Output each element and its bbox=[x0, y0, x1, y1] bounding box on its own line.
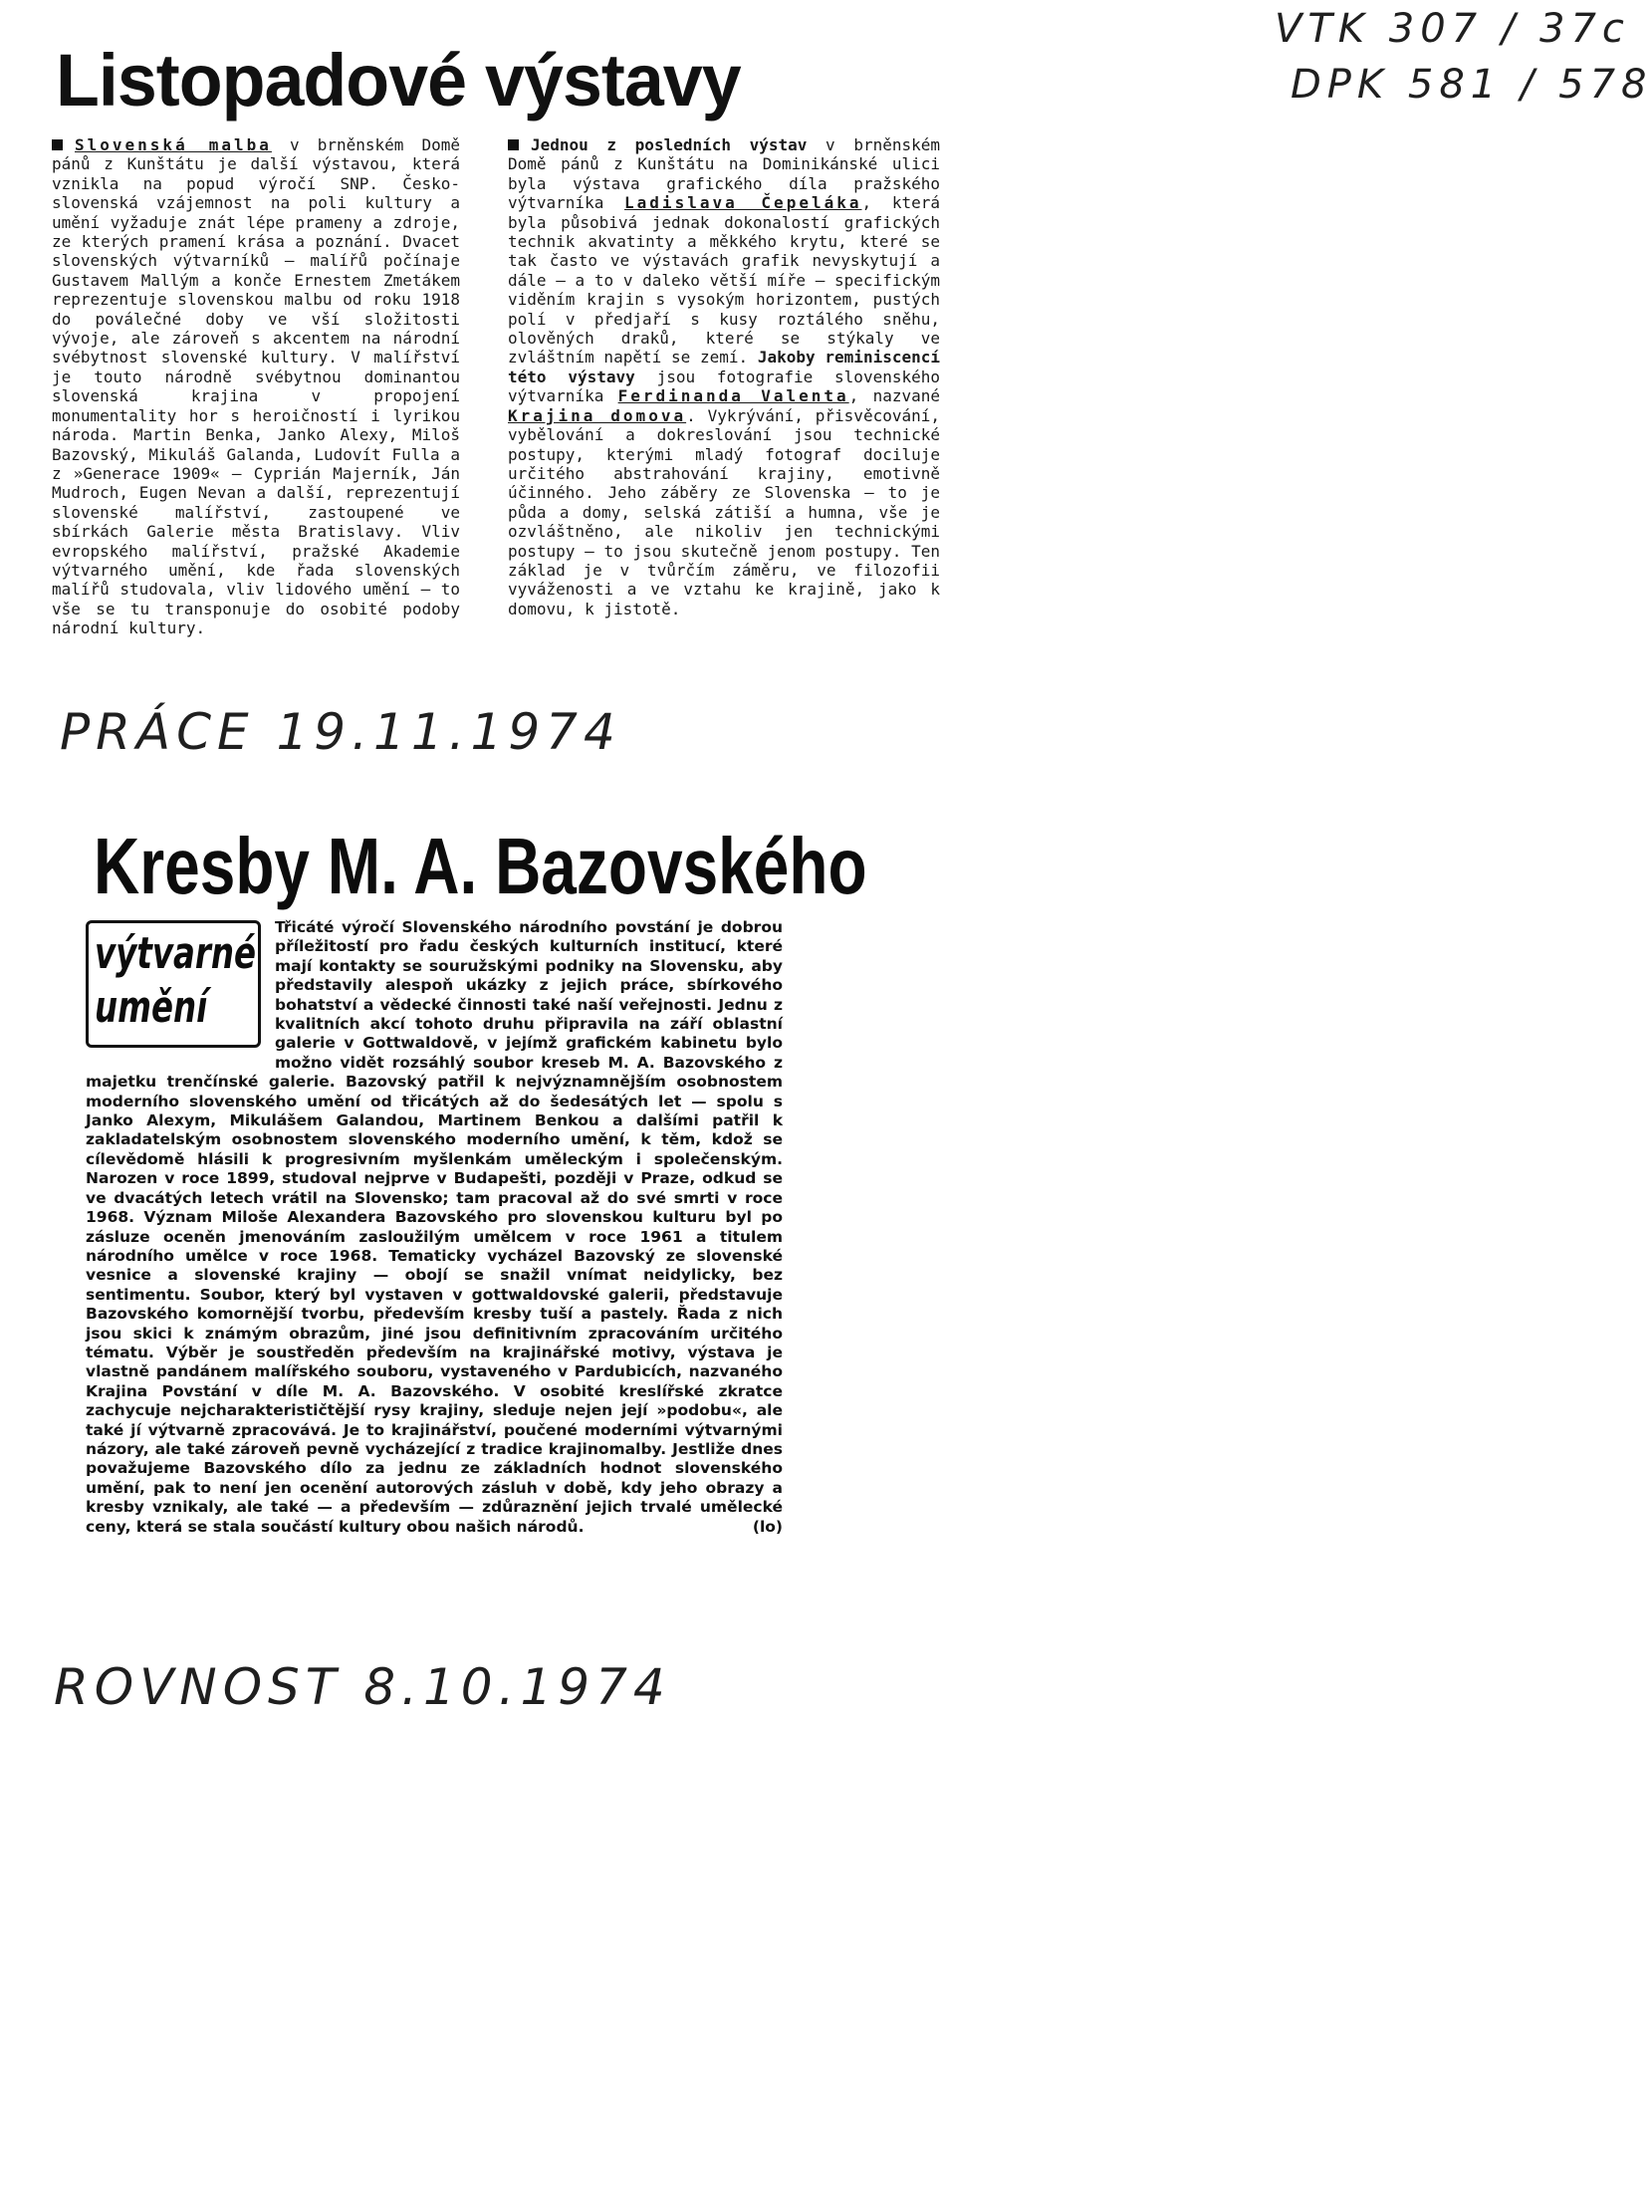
headline-kresby-bazovskeho: Kresby M. A. Bazovského bbox=[94, 822, 867, 910]
lead-slovenska-malba: Slovenská malba bbox=[75, 135, 272, 154]
article1-column-right-paragraph bbox=[508, 135, 940, 618]
logo-word-umeni: umění bbox=[95, 982, 208, 1033]
article1-col2-text-e: . Vykrývání, přisvěcování, vybělování a dokreslování jsou technické postupy, kterými mladý fotograf dociluje určitého abstrahování krajiny, emotivně účinného. Jeho záběry ze Slovenska — to je půda a domy, selská zátiší a humna, vše je ozvláštněno, ale nikoliv jen technickými postupy — to jsou skutečně jenom postupy. Ten základ je v tvůrčím záměru, ve filozofii vyváženosti a ve vztahu ke krajině, jako k domovu, k jistotě. bbox=[508, 405, 941, 618]
bullet-square-icon bbox=[52, 139, 63, 150]
headline-listopadove-vystavy: Listopadové výstavy bbox=[56, 39, 741, 122]
article1-col1-text: v brněnském Domě pánů z Kunštátu je další výstavou, která vznikla na popud výročí SNP. Česko-slovenská vzájemnost na poli kultury a umění vyžaduje znát lépe prameny a zdroje, ze kterých pramení krása a poznání. Dvacet slovenských výtvarníků — malířů počínaje Gustavem Mallým a konče Ernestem Zmetákem reprezentuje slovenskou malbu od roku 1918 do poválečné doby ve vší složitosti vývoje, ale zároveň s akcentem na národní svébytnost slovenské kultury. V malířství je touto národně svébytnou dominantou slovenská krajina v propojení monumentality hor s heroičností i lyrikou národa. Martin Benka, Janko Alexy, Miloš Bazovský, Mikuláš Galanda, Ludovít Fulla a z »Generace 1909« — Cyprián Majerník, Ján Mudroch, Eugen Nevan a další, reprezentují slovenské malířství, zastoupené ve sbírkách Galerie města Bratislavy. Vliv evropského malířství, pražské Akademie výtvarného umění, kde řada slovenských malířů studovala, vliv lidového umění — to vše se tu transponuje do osobité podoby národní kultury. bbox=[52, 135, 460, 638]
clipping-kresby-bazovskeho bbox=[86, 822, 867, 1645]
article1-column-right bbox=[508, 135, 940, 683]
bold-jakoby-reminiscenci: Jakoby reminiscencí této výstavy bbox=[508, 348, 941, 386]
article2-signature: (lo) bbox=[752, 1517, 783, 1536]
article2-body bbox=[86, 918, 783, 1635]
article1-column-left bbox=[52, 135, 460, 683]
source-note-prace: PRÁCE 19.11.1974 bbox=[60, 703, 621, 761]
article1-col2-text-d: , nazvané bbox=[848, 386, 940, 406]
name-ladislav-cepelak: Ladislava Čepeláka bbox=[624, 193, 862, 213]
archive-code-handwritten: VTK 307 / 37c bbox=[1275, 6, 1630, 52]
article1-col2-text-c: jsou fotografie slovenského výtvarníka bbox=[508, 367, 940, 406]
archive-code-handwritten-secondary: DPK 581 / 578 bbox=[1291, 62, 1652, 108]
source-note-rovnost: ROVNOST 8.10.1974 bbox=[54, 1658, 671, 1716]
article1-col2-text-a: v brněnském Domě pánů z Kunštátu na Dominikánské ulici byla výstava grafického díla pražského výtvarníka bbox=[508, 135, 941, 213]
article1-column-left-paragraph bbox=[52, 135, 460, 638]
lead-jednou-z-poslednich: Jednou z posledních výstav bbox=[531, 135, 808, 154]
logo-word-vytvarne: výtvarné bbox=[95, 928, 257, 979]
vytvarne-umeni-logo bbox=[86, 920, 261, 1048]
article1-col2-text-b: , která byla působivá jednak dokonalostí grafických technik akvatinty a měkkého krytu, které se tak často ve výstavách grafik nevyskytují a dále — a to v daleko větší míře — specifickým viděním krajin s vysokým horizontem, pustých polí v předjaří s kusy roztálého sněhu, olověných draků, které se stýkaly ve zvláštním napětí se zemí. bbox=[508, 193, 940, 368]
title-krajina-domova: Krajina domova bbox=[508, 405, 687, 425]
bullet-square-icon bbox=[508, 139, 519, 150]
clipping-listopadove-vystavy bbox=[44, 36, 941, 689]
article2-text: Třicáté výročí Slovenského národního povstání je dobrou příležitostí pro řadu českých kulturních institucí, které mají kontakty se souružskými podniky na Slovensku, aby představily alespoň ukázky z jejich práce, sbírkového bohatství a vědecké činnosti také naší veřejnosti. Jednu z kvalitních akcí tohoto druhu připravila na září oblastní galerie v Gottwaldově, v jejímž grafickém kabinetu bylo možno vidět rozsáhlý soubor kreseb M. A. Bazovského z majetku trenčínské galerie. Bazovský patřil k nejvýznamnějším osobnostem moderního slovenského umění od třicátých až do šedesátých let — spolu s Janko Alexym, Mikulášem Galandou, Martinem Benkou a dalšími patřil k zakladatelským osobnostem slovenského moderního umění, k těm, kdož se cílevědomě hlásili k progresivním myšlenkám uměleckým i společenským. Narozen v roce 1899, studoval nejprve v Budapešti, později v Praze, odkud se ve dvacátých letech vrátil na Slovensko; tam pracoval až do své smrti v roce 1968. Význam Miloše Alexandera Bazovského pro slovenskou kulturu byl po zásluze oceněn jmenováním zasloužilým umělcem v roce 1961 a titulem národního umělce v roce 1968. Tematicky vycházel Bazovský ze slovenské vesnice a slovenské krajiny — obojí se snažil vnímat neidylicky, bez sentimentu. Soubor, který byl vystaven v gottwaldovské galerii, představuje Bazovského komornější tvorbu, především kresby tuší a pastely. Řada z nich jsou skici k známým obrazům, jiné jsou definitivním zpracováním určitého tématu. Výběr je soustředěn především na krajinářské motivy, výstava je vlastně pandánem malířského souboru, vystaveného v Pardubicích, nazvaného Krajina Povstání v díle M. A. Bazovského. V osobité kreslířské zkratce zachycuje nejcharakterističtější rysy krajiny, sleduje nejen její »podobu«, ale také jí výtvarně zpracovává. Je to krajinářství, poučené moderními výtvarnými názory, ale také zároveň pevně vycházející z tradice krajinomalby. Jestliže dnes považujeme Bazovského dílo za jednu ze základních hodnot slovenského umění, pak to není jen ocenění autorových zásluh v době, kdy jeho obrazy a kresby vznikaly, ale také — a především — zdůraznění jejich trvalé umělecké ceny, která se stala součástí kultury obou našich národů. bbox=[86, 918, 783, 1536]
name-ferdinand-valenta: Ferdinanda Valenta bbox=[617, 386, 849, 406]
